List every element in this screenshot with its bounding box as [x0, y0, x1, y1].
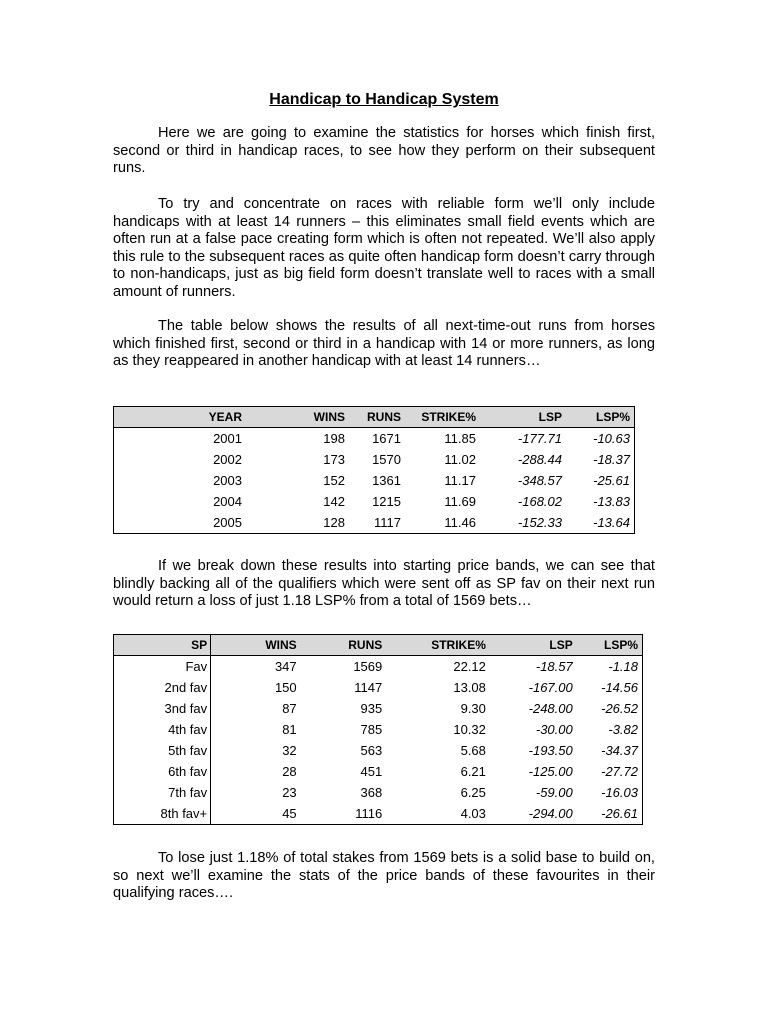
lsp-percent-cell: -26.52: [601, 701, 638, 716]
criteria-paragraph: To try and concentrate on races with reliable form we’ll only include handicaps with at least 14 runners – this eliminates small field events which are often run at a false pace creating form which is often not repeated. We’ll also apply this rule to the subsequent races as quite often handicap form doesn’t carry through to non-handicaps, just as big field form doesn’t translate well to races with a small amount of runners.: [113, 196, 655, 300]
wins-cell: 81: [282, 722, 297, 737]
strike-cell: 6.21: [460, 764, 486, 779]
runs-cell: 1147: [354, 680, 383, 695]
wins-cell: 87: [282, 701, 297, 716]
wins-cell: 45: [282, 806, 297, 821]
lsp-cell: -168.02: [517, 494, 562, 509]
lsp-percent-cell: -14.56: [601, 680, 638, 695]
header-year: YEAR: [114, 407, 243, 428]
lsp-percent-cell: -18.37: [593, 452, 630, 467]
lsp-percent-cell: -13.83: [593, 494, 630, 509]
sp-cell: 7th fav: [114, 782, 211, 803]
lsp-percent-cell: -25.61: [593, 473, 630, 488]
runs-cell: 1671: [372, 431, 401, 446]
header-lsp-percent: LSP%: [573, 635, 643, 656]
header-lsp-percent: LSP%: [562, 407, 635, 428]
strike-cell: 13.08: [453, 680, 486, 695]
header-runs: RUNS: [297, 635, 383, 656]
table-row: [114, 740, 643, 761]
lsp-percent-cell: -26.61: [601, 806, 638, 821]
wins-cell: 347: [274, 659, 297, 674]
lsp-cell: -348.57: [517, 473, 562, 488]
page-title: Handicap to Handicap System: [269, 91, 499, 108]
lsp-cell: -18.57: [535, 659, 573, 674]
lsp-percent-cell: -34.37: [601, 743, 638, 758]
year-cell: 2005: [213, 515, 242, 530]
lsp-cell: -59.00: [535, 785, 573, 800]
wins-cell: 23: [282, 785, 297, 800]
strike-cell: 4.03: [460, 806, 486, 821]
wins-cell: 32: [282, 743, 297, 758]
table-row: [114, 677, 643, 698]
wins-cell: 150: [274, 680, 297, 695]
header-runs: RUNS: [345, 407, 401, 428]
year-cell: 2001: [213, 431, 242, 446]
runs-cell: 785: [360, 722, 383, 737]
table-row: [114, 512, 635, 534]
table-row: [114, 782, 643, 803]
lsp-cell: -167.00: [528, 680, 573, 695]
intro-paragraph: Here we are going to examine the statistics for horses which finish first, second or third in handicap races, to see how they perform on their subsequent runs.: [113, 125, 655, 177]
table-row: [114, 491, 635, 512]
runs-cell: 451: [360, 764, 383, 779]
strike-cell: 11.46: [444, 515, 476, 530]
wins-cell: 198: [323, 431, 345, 446]
strike-cell: 11.85: [444, 431, 476, 446]
runs-cell: 368: [360, 785, 383, 800]
lsp-percent-cell: -16.03: [601, 785, 638, 800]
sp-bands-table: [113, 634, 643, 825]
header-strike: STRIKE%: [382, 635, 486, 656]
strike-cell: 5.68: [460, 743, 486, 758]
yearly-results-table: [113, 406, 635, 534]
table-intro-paragraph: The table below shows the results of all next-time-out runs from horses which finished first, second or third in a handicap with 14 or more runners, as long as they reappeared in another handicap with at least 14 runners…: [113, 318, 655, 370]
sp-cell: 6th fav: [114, 761, 211, 782]
strike-cell: 11.17: [444, 473, 476, 488]
sp-cell: Fav: [114, 656, 211, 678]
sp-cell: 3nd fav: [114, 698, 211, 719]
lsp-cell: -30.00: [535, 722, 573, 737]
wins-cell: 128: [323, 515, 345, 530]
sp-cell: 4th fav: [114, 719, 211, 740]
runs-cell: 1116: [355, 806, 383, 821]
header-wins: WINS: [211, 635, 297, 656]
wins-cell: 173: [323, 452, 345, 467]
table-row: [114, 698, 643, 719]
strike-cell: 22.12: [453, 659, 486, 674]
lsp-percent-cell: -1.18: [608, 659, 638, 674]
runs-cell: 1117: [374, 515, 401, 530]
year-cell: 2004: [213, 494, 242, 509]
table-row: [114, 656, 643, 678]
wins-cell: 152: [323, 473, 345, 488]
runs-cell: 1215: [372, 494, 401, 509]
lsp-percent-cell: -3.82: [608, 722, 638, 737]
lsp-percent-cell: -27.72: [601, 764, 638, 779]
runs-cell: 1570: [372, 452, 401, 467]
strike-cell: 11.02: [444, 452, 476, 467]
conclusion-paragraph: To lose just 1.18% of total stakes from 1569 bets is a solid base to build on, so next we’ll examine the stats of the price bands of these favourites in their qualifying races….: [113, 850, 655, 902]
lsp-cell: -125.00: [528, 764, 573, 779]
header-lsp: LSP: [486, 635, 573, 656]
wins-cell: 142: [323, 494, 345, 509]
lsp-cell: -294.00: [528, 806, 573, 821]
table-header-row: [114, 635, 643, 656]
lsp-cell: -288.44: [517, 452, 562, 467]
strike-cell: 11.69: [444, 494, 476, 509]
runs-cell: 563: [360, 743, 383, 758]
table-row: [114, 449, 635, 470]
sp-bands-paragraph: If we break down these results into starting price bands, we can see that blindly backing all of the qualifiers which were sent off as SP fav on their next run would return a loss of just 1.18 LSP% from a total of 1569 bets…: [113, 558, 655, 610]
runs-cell: 935: [360, 701, 383, 716]
year-cell: 2002: [213, 452, 242, 467]
header-strike: STRIKE%: [401, 407, 476, 428]
lsp-percent-cell: -13.64: [593, 515, 630, 530]
wins-cell: 28: [282, 764, 297, 779]
sp-cell: 5th fav: [114, 740, 211, 761]
table-row: [114, 761, 643, 782]
table-row: [114, 719, 643, 740]
table-header-row: [114, 407, 635, 428]
sp-cell: 8th fav+: [114, 803, 211, 825]
header-sp: SP: [114, 635, 211, 656]
lsp-cell: -193.50: [528, 743, 573, 758]
runs-cell: 1361: [372, 473, 401, 488]
lsp-cell: -152.33: [517, 515, 562, 530]
year-cell: 2003: [213, 473, 242, 488]
header-wins: WINS: [242, 407, 345, 428]
runs-cell: 1569: [353, 659, 383, 674]
lsp-cell: -248.00: [528, 701, 573, 716]
lsp-cell: -177.71: [517, 431, 562, 446]
table-row: [114, 470, 635, 491]
strike-cell: 9.30: [460, 701, 486, 716]
strike-cell: 6.25: [460, 785, 486, 800]
table-row: [114, 803, 643, 825]
strike-cell: 10.32: [453, 722, 486, 737]
sp-cell: 2nd fav: [114, 677, 211, 698]
lsp-percent-cell: -10.63: [593, 431, 630, 446]
header-lsp: LSP: [476, 407, 562, 428]
table-row: [114, 428, 635, 450]
